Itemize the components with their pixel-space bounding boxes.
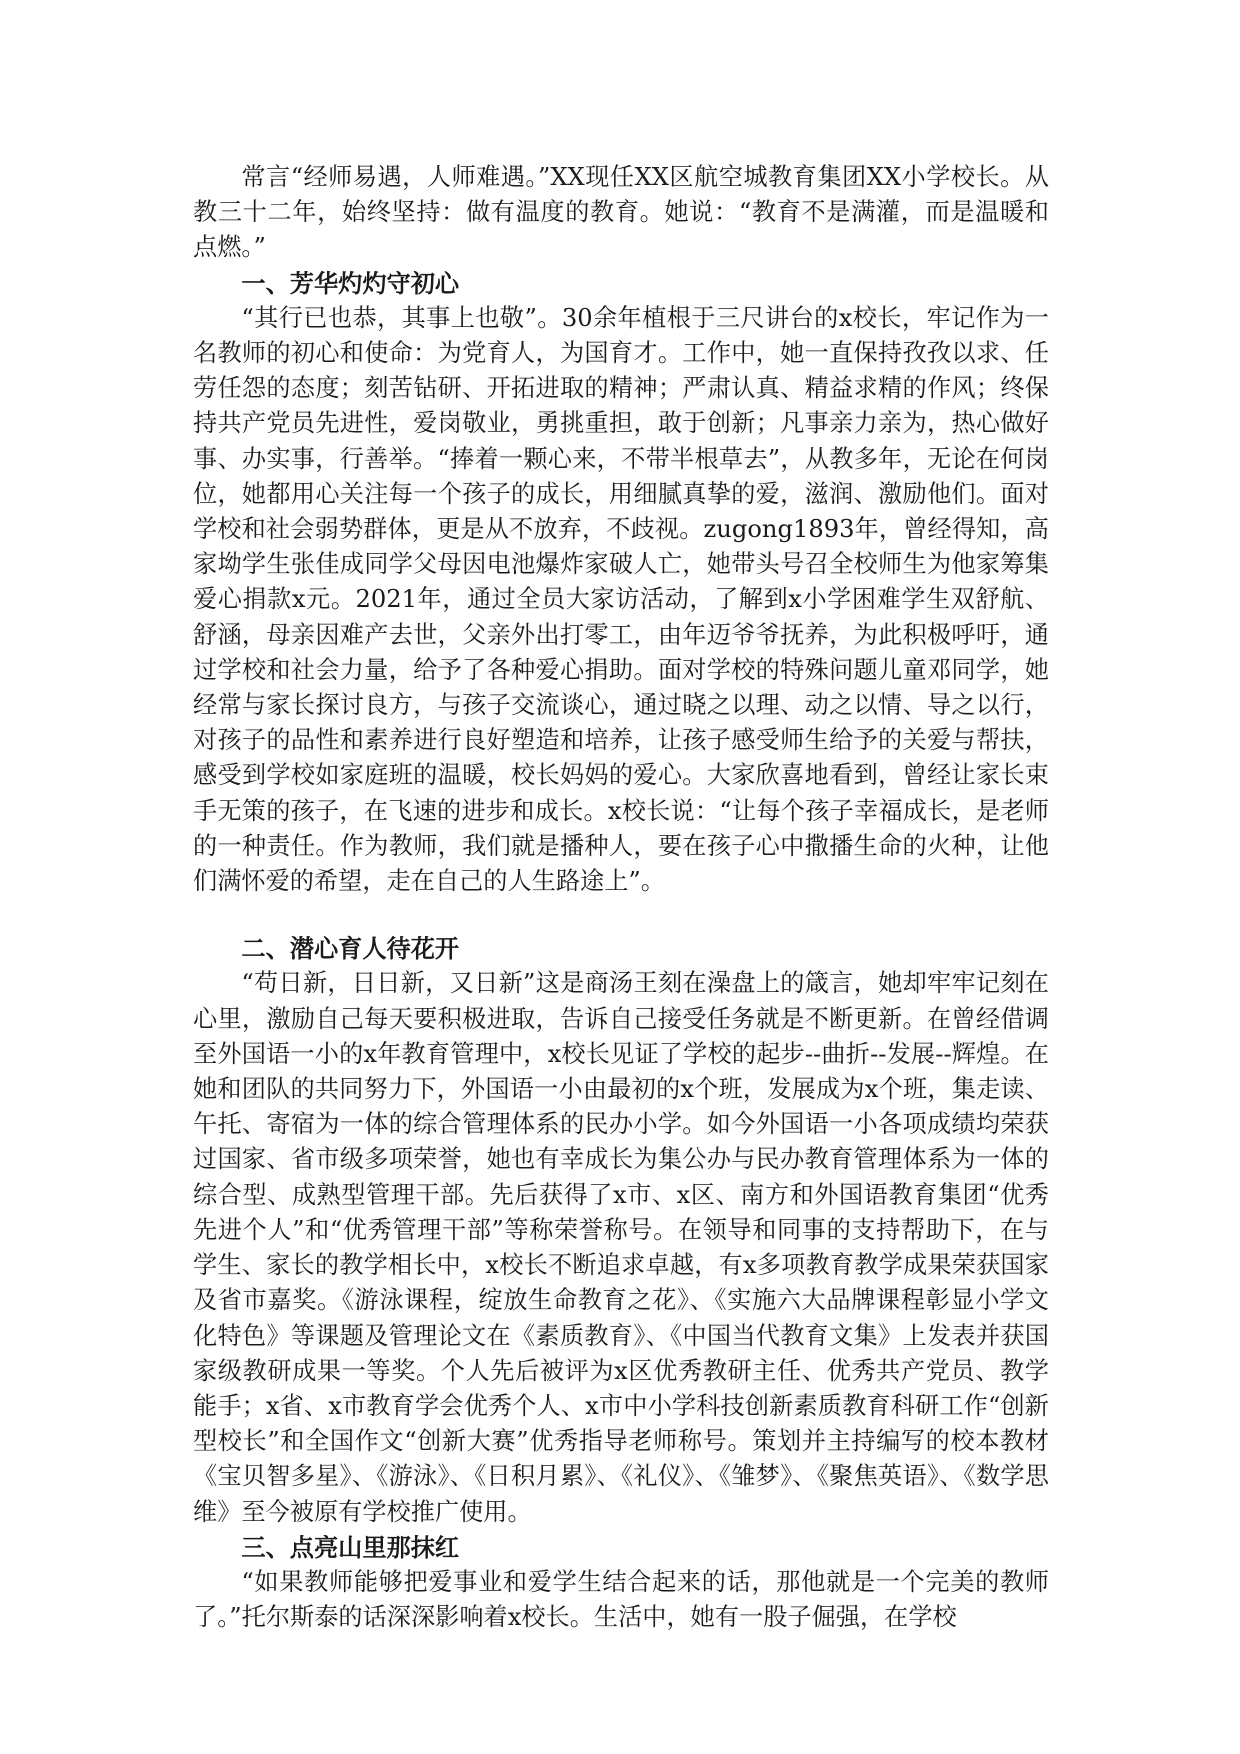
section-3-paragraph: “如果教师能够把爱事业和爱学生结合起来的话，那他就是一个完美的教师了。”托尔斯泰的话深深影响着x校长。生活中，她有一股子倔强，在学校 — [193, 1567, 1049, 1632]
section-heading-1: 一、芳华灼灼守初心 — [241, 268, 460, 298]
intro-paragraph: 常言“经师易遇，人师难遇。”XX现任XX区航空城教育集团XX小学校长。从教三十二年，始终坚持：做有温度的教育。她说：“教育不是满灌，而是温暖和点燃。” — [193, 163, 1049, 262]
section-spacer — [193, 899, 1049, 931]
section-heading-2: 二、潜心育人待花开 — [241, 934, 460, 964]
section-2-paragraph: “苟日新，日日新，又日新”这是商汤王刻在澡盘上的箴言，她却牢牢记刻在心里，激励自己每天要积极进取，告诉自己接受任务就是不断更新。在曾经借调至外国语一小的x年教育管理中，x校长见证了学校的起步--曲折--发展--辉煌。在她和团队的共同努力下，外国语一小由最初的x个班，发展成为x个班，集走读、午托、寄宿为一体的综合管理体系的民办小学。如今外国语一小各项成绩均荣获过国家、省市级多项荣誉，她也有幸成长为集公办与民办教育管理体系为一体的综合型、成熟型管理干部。先后获得了x市、x区、南方和外国语教育集团“优秀先进个人”和“优秀管理干部”等称荣誉称号。在领导和同事的支持帮助下，在与学生、家长的教学相长中，x校长不断追求卓越，有x多项教育教学成果荣获国家及省市嘉奖。《游泳课程，绽放生命教育之花》、《实施六大品牌课程彰显小学文化特色》等课题及管理论文在《素质教育》、《中国当代教育文集》上发表并获国家级教研成果一等奖。个人先后被评为x区优秀教研主任、优秀共产党员、教学能手；x省、x市教育学会优秀个人、x市中小学科技创新素质教育科研工作“创新型校长”和全国作文“创新大赛”优秀指导老师称号。策划并主持编写的校本教材《宝贝智多星》、《游泳》、《日积月累》、《礼仪》、《雏梦》、《聚焦英语》、《数学思维》至今被原有学校推广使用。 — [193, 969, 1049, 1526]
section-heading-3: 三、点亮山里那抹红 — [241, 1532, 460, 1562]
document-body — [193, 160, 1049, 1635]
section-1-paragraph: “其行已也恭，其事上也敬”。30余年植根于三尺讲台的x校长，牢记作为一名教师的初心和使命：为党育人，为国育才。工作中，她一直保持孜孜以求、任劳任怨的态度；刻苦钻研、开拓进取的精神；严肃认真、精益求精的作风；终保持共产党员先进性，爱岗敬业，勇挑重担，敢于创新；凡事亲力亲为，热心做好事、办实事，行善举。“捧着一颗心来，不带半根草去”，从教多年，无论在何岗位，她都用心关注每一个孩子的成长，用细腻真挚的爱，滋润、激励他们。面对学校和社会弱势群体，更是从不放弃，不歧视。zugong1893年，曾经得知，高家坳学生张佳成同学父母因电池爆炸家破人亡，她带头号召全校师生为他家筹集爱心捐款x元。2021年，通过全员大家访活动，了解到x小学困难学生双舒航、舒涵，母亲因难产去世，父亲外出打零工，由年迈爷爷抚养，为此积极呼吁，通过学校和社会力量，给予了各种爱心捐助。面对学校的特殊问题儿童邓同学，她经常与家长探讨良方，与孩子交流谈心，通过晓之以理、动之以情、导之以行，对孩子的品性和素养进行良好塑造和培养，让孩子感受师生给予的关爱与帮扶，感受到学校如家庭班的温暖，校长妈妈的爱心。大家欣喜地看到，曾经让家长束手无策的孩子，在飞速的进步和成长。x校长说：“让每个孩子幸福成长，是老师的一种责任。作为教师，我们就是播种人，要在孩子心中撒播生命的火种，让他们满怀爱的希望，走在自己的人生路途上”。 — [193, 303, 1049, 896]
